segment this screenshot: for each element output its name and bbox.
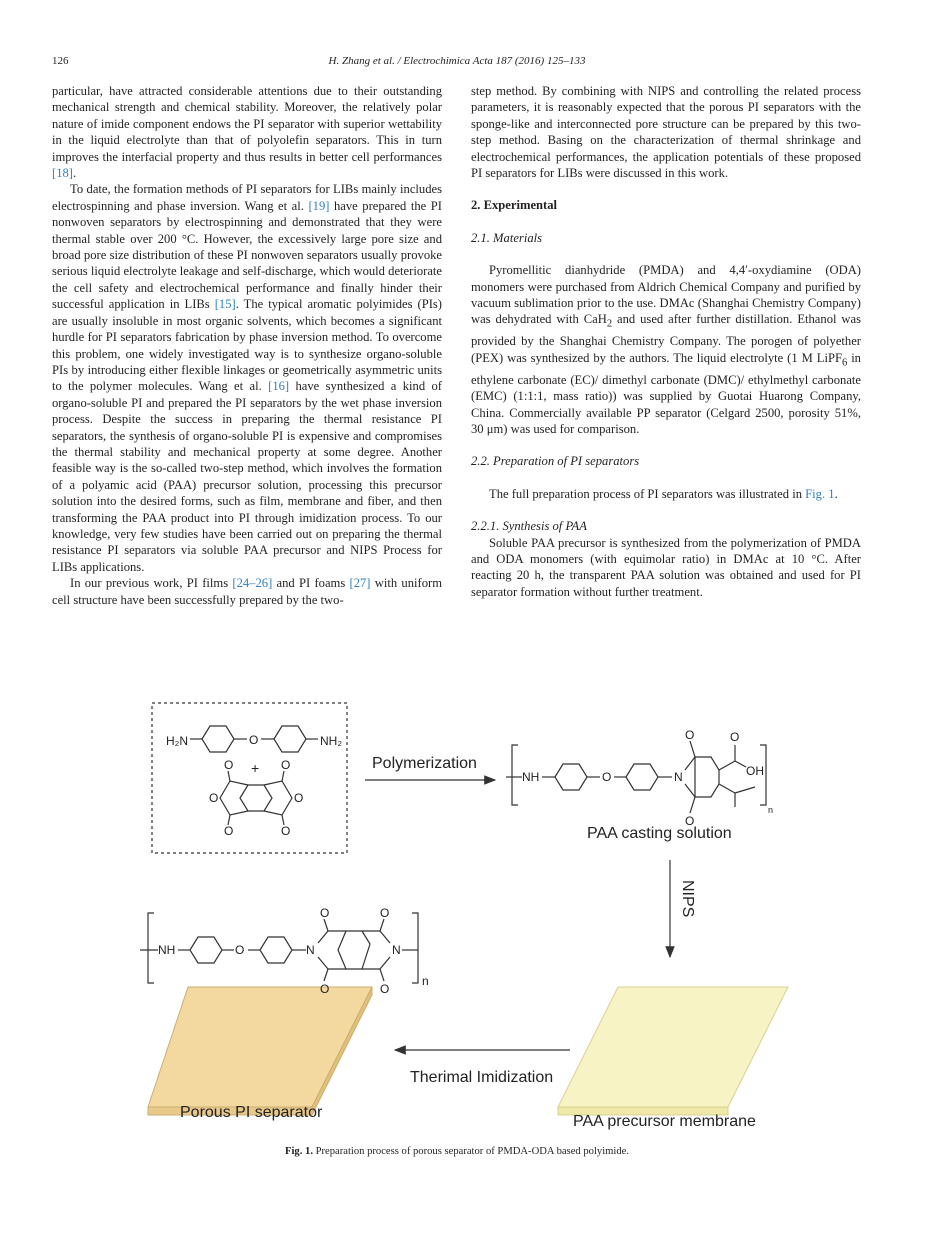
- text-span: have synthesized a kind of organo-soluble PI and prepared the PI separators by the wet phase inversion process. Despite the success in preparing the thermal resistance PI separators, the synthesis of organo-soluble PI is expensive and compromises the thermal stability and mechanical property at some degree. Another feasible way is the so-called two-step method, which involves the formation of a polyamic acid (PAA) precursor solution, processing this precursor solution into the desired forms, such as film, membrane and fiber, and then transforming the PAA product into PI through imidization process. To our knowledge, very few studies have been carried out on preparing the thermal resistance PI separators via soluble PAA precursor and NIPS Process for LIBs applications.: [52, 379, 442, 574]
- oxygen-label: O: [320, 906, 330, 920]
- citation-link[interactable]: [18]: [52, 166, 73, 181]
- subscript: 6: [841, 357, 848, 369]
- oxygen-label: O: [685, 728, 695, 742]
- thermal-imidization-label: Therimal Imidization: [410, 1069, 554, 1086]
- text-span: and PI foams: [272, 576, 350, 591]
- nh2-label: NH₂: [320, 734, 342, 748]
- text-span: .: [72, 166, 77, 181]
- figure-1: [140, 695, 790, 1135]
- benzene-ring: [260, 937, 292, 963]
- nh-label: NH: [522, 770, 540, 784]
- text-span: and used after further distillation. Ethanol was provided by the Shanghai Chemistry Company. The porogen of polyether (PEX) was synthesized by the authors. The liquid electrolyte (1 M LiPF: [471, 312, 862, 365]
- oxygen-label: O: [685, 814, 695, 828]
- text-span: To date, the formation methods of PI separators for LIBs mainly includes electrospinning and phase inversion. Wang et al.: [52, 182, 442, 213]
- oxygen-label: O: [249, 733, 259, 747]
- text-span: The full preparation process of PI separators was illustrated in: [489, 486, 806, 501]
- oxygen-label: O: [281, 824, 291, 838]
- oxygen-label: O: [209, 791, 219, 805]
- oxygen-label: O: [235, 943, 245, 957]
- oxygen-label: O: [380, 906, 390, 920]
- nitrogen-label: N: [674, 770, 683, 784]
- oxygen-label: O: [281, 758, 291, 772]
- paragraph: [471, 486, 861, 502]
- text-span: Pyromellitic dianhydride (PMDA) and 4,4′-oxydiamine (ODA) monomers were purchased from Aldrich Chemical Company and purified by vacuum sublimation prior to the use. DMAc (Shanghai Chemistry Company) was dehydrated with CaH: [471, 263, 861, 327]
- nh-label: NH: [158, 943, 176, 957]
- oxygen-label: O: [294, 791, 304, 805]
- subscript: 2: [606, 318, 613, 330]
- left-column: [52, 83, 442, 608]
- figure-caption-label: Fig. 1.: [285, 1146, 313, 1157]
- benzene-ring: [274, 726, 306, 752]
- running-head: H. Zhang et al. / Electrochimica Acta 187 (2016) 125–133: [328, 55, 586, 67]
- oxygen-label: O: [380, 982, 390, 996]
- benzene-ring: [338, 931, 370, 969]
- section-title: 2. Experimental: [471, 198, 558, 213]
- oxygen-label: O: [224, 758, 234, 772]
- text-span: have prepared the PI nonwoven separators by electrospinning and demonstrated that they were thermal stable over 200 °C. However, the excessively large pore size and broad pore size distribution of these PI nonwoven separators usually provoke serious liquid electrolyte leakage and self-discharge, which would deteriorate the cell safety and electrochemical performance and finally hinder their successful application in LIBs: [52, 198, 442, 312]
- benzene-ring: [555, 764, 587, 790]
- figure-caption-text: Preparation process of porous separator of PMDA-ODA based polyimide.: [312, 1146, 629, 1157]
- figure-diagram: [140, 695, 790, 1135]
- porous-pi-separator-sheet: [148, 987, 372, 1115]
- text-span: In our previous work, PI films: [70, 576, 233, 591]
- nitrogen-label: N: [306, 943, 315, 957]
- oxygen-label: O: [224, 824, 234, 838]
- h2n-label: H₂N: [166, 734, 188, 748]
- text-span: particular, have attracted considerable attentions due to their outstanding mechanical strength and chemical stability. Moreover, the relatively polar nature of imide component endows the PI separator with superior wettability in the liquid electrolyte than that of polyolefin separators. This in turn improves the interfacial property and thus results in better cell performances: [52, 84, 442, 164]
- citation-link[interactable]: [19]: [308, 198, 330, 213]
- paragraph: [52, 575, 442, 608]
- paragraph: [471, 262, 861, 437]
- paa-membrane-label: PAA precursor membrane: [573, 1113, 756, 1130]
- paragraph: [52, 181, 442, 575]
- subsubsection-title: 2.2.1. Synthesis of PAA: [471, 519, 587, 534]
- text-span: . The typical aromatic polyimides (PIs) are usually insoluble in most organic solvents, which becomes a significant hurdle for PI separators fabrication by phase inversion method. To overcome this problem, one widely investigated way is to synthesize organo-soluble PIs by introducing either flexible linkages or geometrically asymmetric units to the polymer molecules. Wang et al.: [52, 297, 442, 394]
- nitrogen-label: N: [392, 943, 401, 957]
- benzene-ring: [626, 764, 658, 790]
- oxygen-label: O: [730, 730, 740, 744]
- paa-casting-label: PAA casting solution: [587, 825, 732, 842]
- paragraph: Soluble PAA precursor is synthesized from the polymerization of PMDA and ODA monomers (with equimolar ratio) in DMAc at 10 °C. After reacting 20 h, the transparent PAA solution was obtained and used for PI separator formation without further treatment.: [471, 535, 861, 599]
- benzene-ring: [240, 785, 272, 811]
- figure-caption: [52, 1146, 862, 1157]
- benzene-ring: [695, 757, 719, 797]
- benzene-ring: [190, 937, 222, 963]
- citation-link[interactable]: [27]: [349, 576, 371, 591]
- right-column: [471, 83, 861, 600]
- paragraph: step method. By combining with NIPS and controlling the related process parameters, it is reasonably expected that the porous PI separators with the sponge-like and interconnected pore structure can be prepared by this two-step method. Basing on the characterization of thermal shrinkage and electrochemical performances, the application potentials of these proposed PI separators for LIBs were discussed in this work.: [471, 84, 861, 181]
- paa-membrane-sheet: [558, 987, 788, 1115]
- subscript-n: n: [422, 974, 429, 988]
- paragraph: [52, 83, 442, 181]
- citation-link[interactable]: [24–26]: [232, 576, 273, 591]
- oxygen-label: O: [320, 982, 330, 996]
- citation-link[interactable]: [15]: [214, 297, 236, 312]
- subscript-n: n: [768, 805, 774, 815]
- text-span: .: [834, 486, 838, 501]
- subsection-title: 2.1. Materials: [471, 230, 543, 245]
- subsection-title: 2.2. Preparation of PI separators: [471, 454, 640, 469]
- figure-link[interactable]: Fig. 1: [805, 486, 835, 501]
- text-span: in ethylene carbonate (EC)/ dimethyl carbonate (DMC)/ ethylmethyl carbonate (EMC) (1:1:1, mass ratio)) was supplied by Guotai Huarong Company, China. Commercially available PP separator (Celgard 2500, porosity 51%, 30 μm) was used for comparison.: [471, 350, 861, 436]
- benzene-ring: [202, 726, 234, 752]
- porous-pi-label: Porous PI separator: [180, 1104, 323, 1121]
- nips-label: NIPS: [679, 880, 696, 918]
- page-number: 126: [52, 55, 69, 67]
- oh-label: OH: [746, 764, 764, 778]
- monomer-box: [152, 703, 347, 853]
- citation-link[interactable]: [16]: [268, 379, 290, 394]
- plus-label: +: [251, 760, 260, 776]
- page-header: [52, 55, 862, 71]
- text-span: with uniform cell structure have been successfully prepared by the two-: [52, 576, 442, 607]
- polymerization-label: Polymerization: [372, 755, 477, 772]
- oxygen-label: O: [602, 770, 612, 784]
